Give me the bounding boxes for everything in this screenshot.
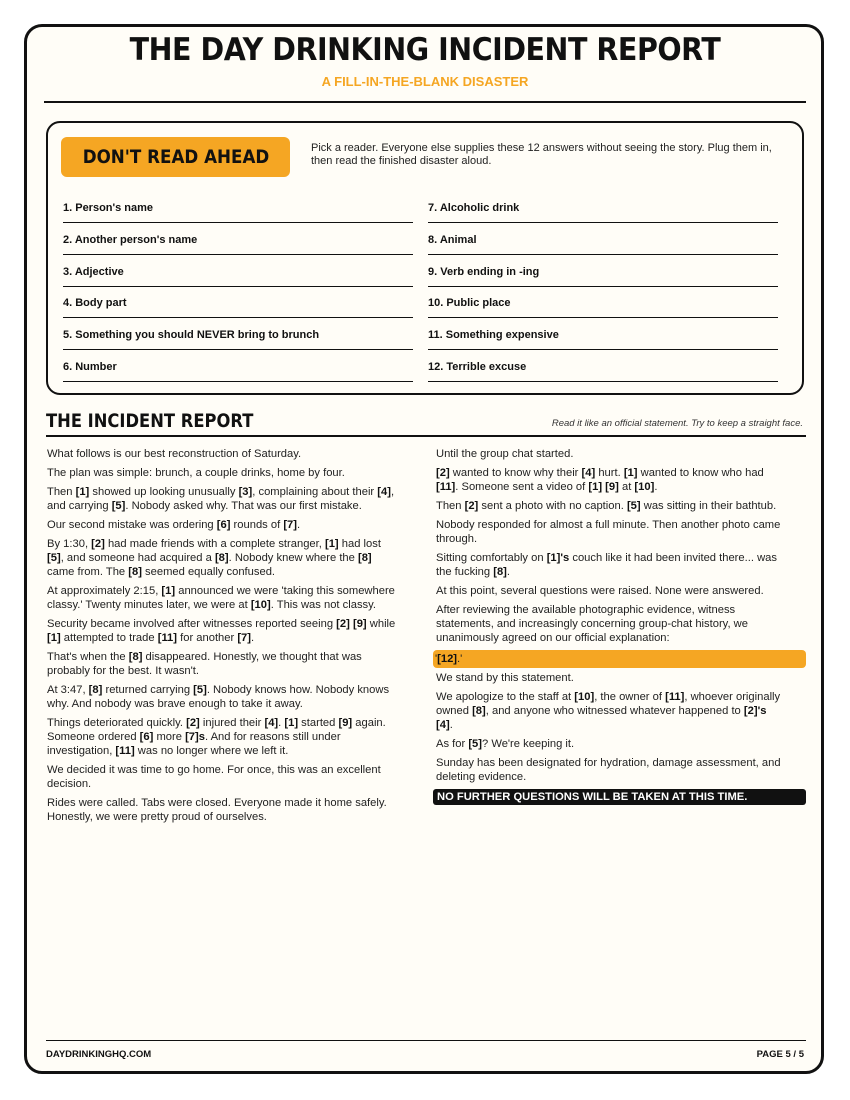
blank-line-8[interactable]: 8. Animal [428, 225, 778, 255]
blank-reference: [2] [436, 467, 450, 479]
story-right-paragraph: After reviewing the available photographic evidence, witness statements, and increasingly concerning group-chat history, we unanimously agreed on our official explanation: [436, 604, 748, 644]
blank-reference: [2] [336, 618, 350, 630]
blank-reference: [4] [377, 486, 391, 498]
blank-reference: [4] [436, 719, 450, 731]
blank-reference: [5] [468, 738, 483, 750]
blank-reference: [1] [623, 467, 638, 479]
report-column-right [436, 447, 781, 805]
story-right-paragraph: Then [2] sent a photo with no caption. [5] was sitting in their bathtub. [436, 500, 777, 512]
report-note: Read it like an official statement. Try to keep a straight face. [551, 418, 803, 429]
blank-line-2[interactable]: 2. Another person's name [63, 225, 413, 255]
story-right-paragraph: [2] wanted to know why their [4] hurt. [1] wanted to know who had [11]. Someone sent a video of [1] [9] at [10]. [436, 467, 764, 493]
story-left-paragraph: Rides were called. Tabs were closed. Everyone made it home safely. Honestly, we were pretty proud of ourselves. [47, 797, 387, 823]
badge-label: DON'T READ AHEAD [82, 146, 269, 168]
story-right-paragraph: We stand by this statement. [436, 672, 574, 684]
footer-site: DAYDRINKINGHQ.COM [46, 1049, 152, 1060]
page-title: THE DAY DRINKING INCIDENT REPORT [129, 32, 721, 68]
blank-reference: [5] [111, 500, 126, 512]
blank-reference: [4] [264, 717, 279, 729]
footer-divider [46, 1040, 806, 1041]
story-right-paragraph: Sitting comfortably on [1]'s couch like it had been invited there... was the fucking [8]. [436, 552, 777, 578]
story-right-paragraph: At this point, several questions were raised. None were answered. [436, 585, 764, 597]
blank-reference: [11] [436, 481, 456, 493]
blank-reference: [2] [464, 500, 479, 512]
blank-reference: [11] [665, 691, 685, 703]
blank-reference: [7]s [185, 731, 205, 743]
blank-reference: [6] [139, 731, 154, 743]
blank-reference: [8] [128, 566, 142, 578]
blank-reference: [1] [324, 538, 339, 550]
story-left-paragraph: Our second mistake was ordering [6] rounds of [7]. [47, 519, 301, 531]
blank-reference: [6] [216, 519, 231, 531]
blank-reference: [3] [238, 486, 253, 498]
blank-reference: [1]'s [546, 552, 570, 564]
closing-statement-banner: NO FURTHER QUESTIONS WILL BE TAKEN AT THIS TIME. [433, 789, 806, 805]
blank-reference: [12] [437, 653, 458, 665]
report-column-left [47, 447, 397, 829]
blank-reference: [9] [338, 717, 353, 729]
blank-reference: [1] [47, 632, 61, 644]
report-title: THE INCIDENT REPORT [46, 410, 254, 432]
blank-reference: [7] [283, 519, 298, 531]
blank-reference: [5] [626, 500, 641, 512]
blank-reference: [10] [634, 481, 655, 493]
blank-line-7[interactable]: 7. Alcoholic drink [428, 193, 778, 223]
blank-reference: [9] [352, 618, 367, 630]
blank-reference: [8] [88, 684, 103, 696]
blank-reference: [9] [605, 481, 619, 493]
title-divider [44, 101, 806, 103]
story-left-paragraph: By 1:30, [2] had made friends with a complete stranger, [1] had lost [5], and someone had acquired a [8]. Nobody knew where the [8] came from. The [8] seemed equally confused. [47, 538, 381, 578]
story-left-paragraph: At 3:47, [8] returned carrying [5]. Nobody knows how. Nobody knows why. And nobody was brave enough to take it away. [47, 684, 390, 710]
blank-reference: [5] [47, 552, 61, 564]
blank-reference: [7] [237, 632, 252, 644]
blank-reference: [2]'s [743, 705, 767, 717]
blank-reference: [10] [250, 599, 271, 611]
blank-reference: [11] [157, 632, 177, 644]
story-right-paragraph: Nobody responded for almost a full minute. Then another photo came through. [436, 519, 781, 545]
report-divider [46, 435, 806, 437]
blank-reference: [11] [115, 745, 135, 757]
blank-line-11[interactable]: 11. Something expensive [428, 320, 778, 350]
page-subtitle: A FILL-IN-THE-BLANK DISASTER [321, 74, 529, 89]
card-instructions: Pick a reader. Everyone else supplies these 12 answers without seeing the story. Plug them in, then read the finished disaster aloud. [311, 142, 772, 167]
blank-reference: [8] [214, 552, 229, 564]
blank-reference: [2] [186, 717, 200, 729]
story-left-paragraph: Then [1] showed up looking unusually [3], complaining about their [4], and carrying [5]. Nobody asked why. That was our first mistake. [47, 486, 395, 512]
story-left-paragraph: That's when the [8] disappeared. Honestly, we thought that was probably for the best. It wasn't. [47, 651, 362, 677]
blank-line-6[interactable]: 6. Number [63, 352, 413, 382]
story-right-paragraph: Until the group chat started. [436, 448, 574, 460]
story-left-paragraph: We decided it was time to go home. For once, this was an excellent decision. [47, 764, 381, 790]
blank-reference: [8] [472, 705, 486, 717]
blank-reference: [1] [284, 717, 299, 729]
story-right-paragraph: Sunday has been designated for hydration, damage assessment, and deleting evidence. [436, 757, 781, 783]
story-right-paragraph: As for [5]? We're keeping it. [436, 738, 575, 750]
dont-read-ahead-badge [61, 137, 290, 177]
blank-line-4[interactable]: 4. Body part [63, 288, 413, 318]
blank-reference: [2] [91, 538, 105, 550]
blank-line-9[interactable]: 9. Verb ending in -ing [428, 257, 778, 287]
blank-reference: [8] [493, 566, 507, 578]
blank-reference: [4] [581, 467, 596, 479]
story-left-paragraph: What follows is our best reconstruction of Saturday. [47, 448, 302, 460]
blank-line-5[interactable]: 5. Something you should NEVER bring to brunch [63, 320, 413, 350]
blank-line-12[interactable]: 12. Terrible excuse [428, 352, 778, 382]
blank-line-10[interactable]: 10. Public place [428, 288, 778, 318]
story-left-paragraph: The plan was simple: brunch, a couple drinks, home by four. [47, 467, 345, 479]
blank-reference: [8] [357, 552, 372, 564]
blank-reference: [5] [193, 684, 207, 696]
blank-line-3[interactable]: 3. Adjective [63, 257, 413, 287]
blank-reference: [1] [588, 481, 603, 493]
blank-reference: [1] [161, 585, 176, 597]
footer-page-number: PAGE 5 / 5 [756, 1049, 804, 1060]
story-right-paragraph: We apologize to the staff at [10], the owner of [11], whoever originally owned [8], and anyone who witnessed whatever happened to [2]'s [4]. [436, 691, 781, 731]
blank-reference: [1] [75, 486, 90, 498]
story-left-paragraph: Things deteriorated quickly. [2] injured their [4]. [1] started [9] again. Someone ordered [6] more [7]s. And for reasons still under investigation, [11] was no longer where we left it. [47, 717, 386, 757]
blank-line-1[interactable]: 1. Person's name [63, 193, 413, 223]
story-left-paragraph: At approximately 2:15, [1] announced we were 'taking this somewhere classy.' Twenty minutes later, we were at [10]. This was not classy. [47, 585, 395, 611]
story-left-paragraph: Security became involved after witnesses reported seeing [2] [9] while [1] attempted to trade [11] for another [7]. [47, 618, 396, 644]
official-explanation-highlight: '[12].' [433, 650, 806, 668]
blank-reference: [10] [574, 691, 595, 703]
blank-reference: [8] [128, 651, 143, 663]
